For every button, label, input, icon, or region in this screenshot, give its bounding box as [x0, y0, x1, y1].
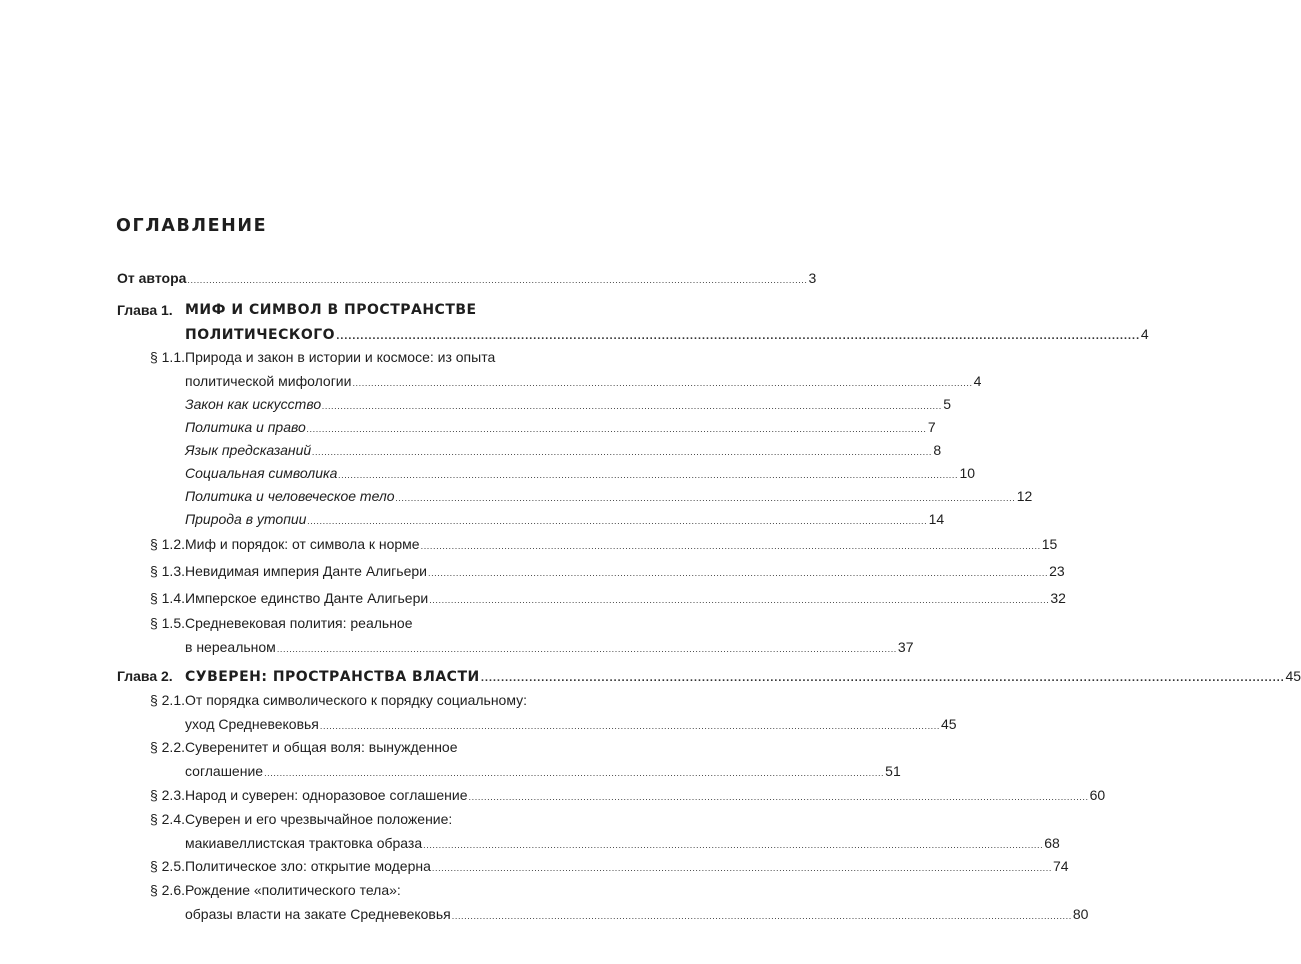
page-number: 32 — [1050, 590, 1066, 606]
subsection-title: Социальная символика — [185, 465, 338, 481]
toc-section-2-5[interactable] — [127, 855, 1069, 878]
section-title-line2: макиавеллистская трактовка образа — [185, 835, 423, 851]
page-number: 45 — [1285, 668, 1301, 684]
section-title-line1: Природа и закон в истории и космосе: из опыта — [185, 349, 496, 365]
section-number: § 1.1. — [149, 349, 185, 365]
dot-leader: ........................................................................................................................................................................................................ — [352, 378, 973, 388]
section-title-line2: образы власти на закате Средневековья — [185, 906, 451, 922]
page-number: 74 — [1052, 858, 1069, 874]
toc-section-1-1[interactable] — [127, 346, 982, 394]
page-number: 3 — [808, 270, 817, 286]
page-number: 8 — [933, 442, 942, 458]
toc-section-2-2[interactable] — [127, 736, 901, 784]
toc-subsection[interactable] — [185, 462, 976, 485]
subsection-title: Природа в утопии — [185, 511, 307, 527]
dot-leader: ........................................................................................................................................................................................................ — [264, 768, 885, 778]
section-title-line1: Политическое зло: открытие модерна — [185, 858, 431, 874]
chapter-title-line1: МИФ И СИМВОЛ В ПРОСТРАНСТВЕ — [185, 302, 477, 318]
page-number: 5 — [943, 396, 952, 412]
section-title-line1: Миф и порядок: от символа к норме — [185, 536, 420, 552]
section-title-line1: Невидимая империя Данте Алигьери — [185, 563, 427, 579]
dot-leader: ........................................................................................................................................................................................................ — [423, 840, 1044, 850]
page-number: 80 — [1072, 906, 1089, 922]
toc-chapter-2[interactable] — [117, 665, 1301, 688]
subsection-title: Политика и человеческое тело — [185, 488, 395, 504]
section-title-line1: Суверенитет и общая воля: вынужденное — [185, 739, 458, 755]
page-number: 37 — [897, 639, 914, 655]
section-title-line1: Суверен и его чрезвычайное положение: — [185, 811, 453, 827]
page-number: 68 — [1044, 835, 1060, 851]
section-title-line1: Имперское единство Данте Алигьери — [185, 590, 429, 606]
toc-section-2-1[interactable] — [127, 689, 957, 737]
chapter-title-line2: ПОЛИТИЧЕСКОГО — [185, 327, 336, 343]
section-number: § 2.3. — [149, 787, 185, 803]
section-number: § 1.5. — [149, 615, 185, 631]
page-number: 7 — [927, 419, 936, 435]
section-title-line1: Народ и суверен: одноразовое соглашение — [185, 787, 468, 803]
section-number: § 1.2. — [149, 536, 185, 552]
dot-leader: ........................................................................................................................................................................................................ — [322, 401, 943, 411]
dot-leader: ........................................................................................................................................................................................................ — [338, 470, 959, 480]
toc-section-1-2[interactable] — [127, 533, 1058, 556]
chapter-number: Глава 1. — [117, 302, 173, 318]
toc-subsection[interactable] — [185, 508, 945, 531]
dot-leader: ........................................................................................................................................................................................................ — [468, 792, 1089, 802]
section-title-line1: Средневековая полития: реальное — [185, 615, 413, 631]
section-number: § 2.4. — [149, 811, 185, 827]
subsection-title: Язык предсказаний — [185, 442, 312, 458]
dot-leader: ........................................................................................................................................................................................................ — [451, 911, 1072, 921]
dot-leader: ........................................................................................................................................................................................................ — [420, 541, 1041, 551]
dot-leader: ........................................................................................................................................................................................................ — [319, 721, 940, 731]
page-number: 51 — [885, 763, 901, 779]
dot-leader: ........................................................................................................................................................................................................ — [306, 424, 927, 434]
section-number: § 2.1. — [149, 692, 185, 708]
section-title-line1: Рождение «политического тела»: — [185, 882, 401, 898]
page-number: 60 — [1089, 787, 1106, 803]
section-title-line2: политической мифологии — [185, 373, 352, 389]
page-number: 12 — [1016, 488, 1033, 504]
section-title-line2: уход Средневековья — [185, 716, 319, 732]
toc-section-2-4[interactable] — [127, 808, 1060, 856]
toc-entry-preface[interactable] — [117, 267, 817, 290]
dot-leader: ........................................................................................................................................................................................................ — [395, 493, 1016, 503]
section-number: § 2.5. — [149, 858, 185, 874]
page-number: 10 — [959, 465, 976, 481]
dot-leader: ........................................................................................................................................................................................................ — [427, 568, 1049, 578]
page-number: 23 — [1049, 563, 1065, 579]
toc-subsection[interactable] — [185, 485, 1033, 508]
chapter-title: СУВЕРЕН: ПРОСТРАНСТВА ВЛАСТИ — [185, 669, 480, 685]
section-number: § 1.3. — [149, 563, 185, 579]
toc-section-1-3[interactable] — [127, 560, 1065, 583]
dot-leader: ........................................................................................................................................................................................................ — [480, 674, 1285, 684]
toc-subsection[interactable] — [185, 439, 942, 462]
toc-subsection[interactable] — [185, 416, 936, 439]
section-number: § 1.4. — [149, 590, 185, 606]
dot-leader: ........................................................................................................................................................................................................ — [431, 863, 1052, 873]
chapter-number: Глава 2. — [117, 668, 173, 684]
subsection-title: Политика и право — [185, 419, 306, 435]
toc-section-1-4[interactable] — [127, 587, 1066, 610]
page-number: 4 — [1140, 326, 1149, 342]
dot-leader: ........................................................................................................................................................................................................ — [276, 644, 897, 654]
section-title-line2: соглашение — [185, 763, 264, 779]
section-number: § 2.2. — [149, 739, 185, 755]
dot-leader: ........................................................................................................................................................................................................ — [336, 332, 1140, 342]
toc-section-2-6[interactable] — [127, 879, 1089, 927]
dot-leader: ........................................................................................................................................................................................................ — [429, 595, 1050, 605]
subsection-title: Закон как искусство — [185, 396, 322, 412]
toc-section-2-3[interactable] — [127, 784, 1106, 807]
dot-leader: ........................................................................................................................................................................................................ — [307, 516, 928, 526]
page-number: 14 — [928, 511, 945, 527]
toc-chapter-1[interactable] — [117, 299, 1149, 347]
toc-subsection[interactable] — [185, 393, 952, 416]
page-number: 15 — [1041, 536, 1058, 552]
section-title-line2: в нереальном — [185, 639, 276, 655]
page-number: 4 — [973, 373, 982, 389]
dot-leader: ........................................................................................................................................................................................................ — [312, 447, 933, 457]
toc-heading: ОГЛАВЛЕНИЕ — [116, 216, 268, 236]
toc-section-1-5[interactable] — [127, 612, 914, 660]
entry-title: От автора — [117, 270, 187, 286]
page-number: 45 — [941, 716, 957, 732]
dot-leader: ........................................................................................................................................................................................................ — [187, 275, 808, 285]
section-number: § 2.6. — [149, 882, 185, 898]
section-title-line1: От порядка символического к порядку социальному: — [185, 692, 528, 708]
